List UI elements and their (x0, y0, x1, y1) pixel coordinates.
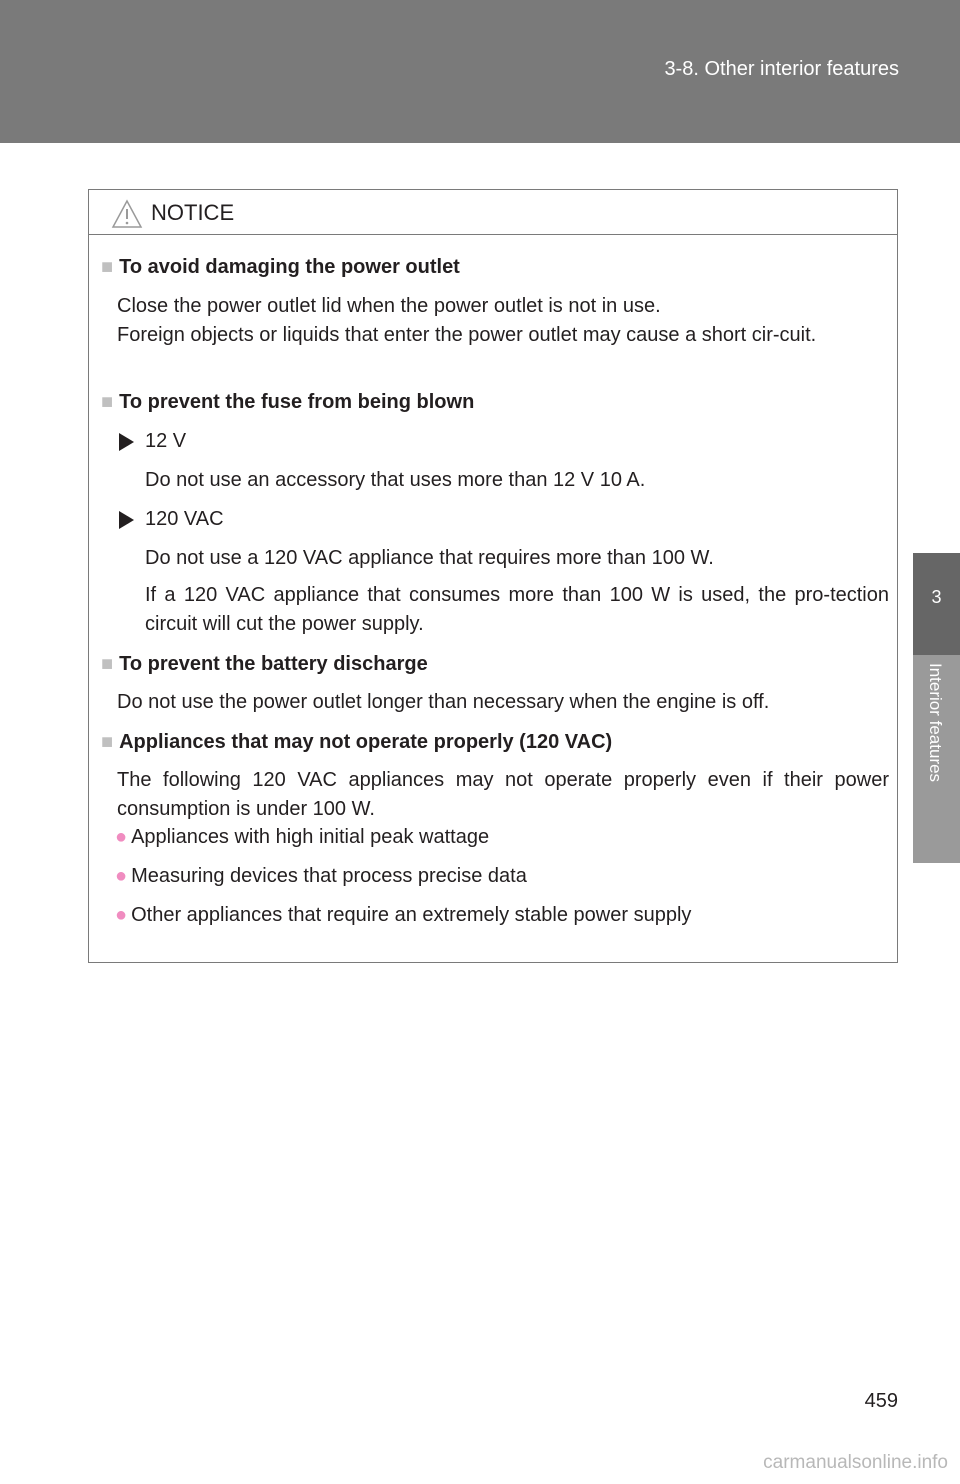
watermark: carmanualsonline.info (763, 1452, 948, 1473)
list-item: ● Appliances with high initial peak wattage (115, 826, 490, 848)
square-bullet-icon: ■ (101, 391, 114, 413)
list-item: ● Measuring devices that process precise data (115, 865, 527, 887)
warning-triangle-icon (111, 199, 143, 234)
section-heading: ■ Appliances that may not operate properly (120 VAC) (101, 731, 613, 753)
round-bullet-icon: ● (115, 904, 128, 926)
triangle-bullet-icon (119, 511, 134, 529)
page-number: 459 (864, 1390, 898, 1412)
item-text: Do not use an accessory that uses more than 12 V 10 A. (145, 469, 646, 491)
chapter-number: 3 (931, 587, 942, 607)
notice-title: NOTICE (151, 200, 235, 225)
round-bullet-icon: ● (115, 865, 128, 887)
section-heading: ■ To avoid damaging the power outlet (101, 256, 460, 278)
section-heading: ■ To prevent the battery discharge (101, 653, 428, 675)
triangle-bullet-icon (119, 433, 134, 451)
section-text: The following 120 VAC appliances may not operate properly even if their power consumption is under 100 W. (117, 769, 889, 820)
section-text: Close the power outlet lid when the power outlet is not in use. Foreign objects or liquids that enter the power outlet may cause a short cir-cuit. (117, 295, 817, 346)
item-text: If a 120 VAC appliance that consumes more than 100 W is used, the pro-tection circuit will cut the power supply. (145, 584, 889, 635)
section-title: 3-8. Other interior features (664, 58, 899, 80)
chapter-label: Interior features (926, 663, 945, 783)
page-header (0, 0, 960, 143)
item-label: 120 VAC (145, 508, 224, 530)
section-heading: ■ To prevent the fuse from being blown (101, 391, 475, 413)
section-text: Do not use the power outlet longer than necessary when the engine is off. (117, 691, 770, 713)
notice-box (88, 189, 898, 963)
chapter-tab (913, 553, 960, 655)
square-bullet-icon: ■ (101, 731, 114, 753)
chapter-label-tab (913, 655, 960, 863)
list-item: ● Other appliances that require an extremely stable power supply (115, 904, 692, 926)
round-bullet-icon: ● (115, 826, 128, 848)
item-label: 12 V (145, 430, 187, 452)
square-bullet-icon: ■ (101, 256, 114, 278)
item-text: Do not use a 120 VAC appliance that requires more than 100 W. (145, 547, 714, 569)
square-bullet-icon: ■ (101, 653, 114, 675)
notice-header (89, 190, 897, 235)
